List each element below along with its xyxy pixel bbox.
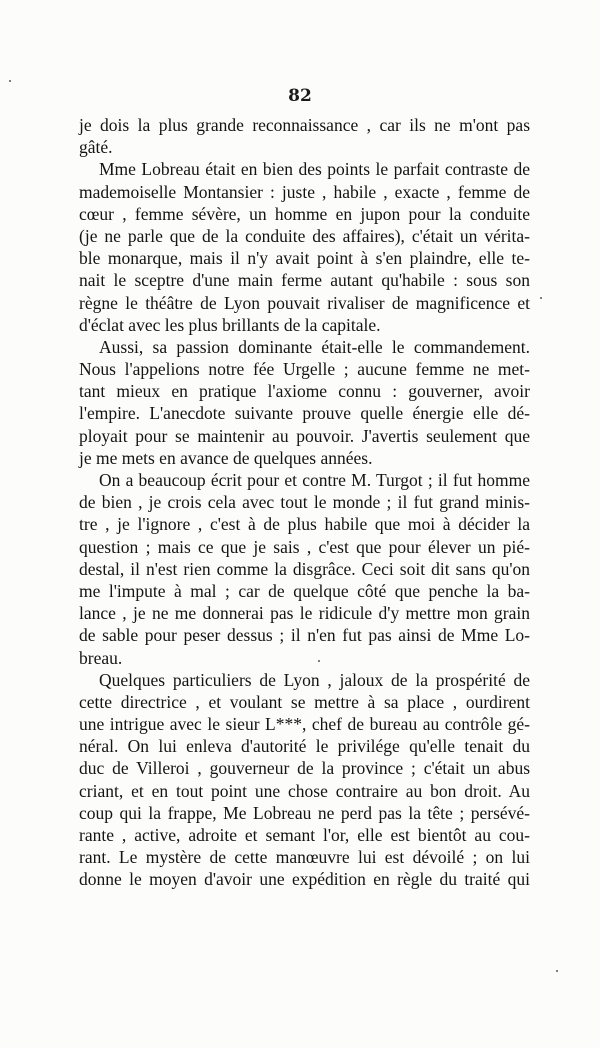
text-line: destal, il n'est rien comme la disgrâce. Ceci soit dit sans qu'on	[79, 558, 530, 579]
text-line: rante , active, adroite et semant l'or, elle est bientôt au cou-	[79, 825, 530, 845]
text-line: (je ne parle que de la conduite des affaires), c'était un vérita-	[79, 225, 530, 246]
text-line: une intrigue avec le sieur L***, chef de bureau au contrôle gé-	[79, 714, 530, 735]
text-line: je dois la plus grande reconnaissance , car ils ne m'ont pas	[79, 115, 530, 135]
paper-speck	[318, 660, 320, 662]
text-line: breau.	[79, 647, 123, 668]
text-line: Nous l'appelions notre fée Urgelle ; aucune femme ne met-	[79, 359, 530, 380]
paper-speck	[556, 970, 558, 972]
paragraph-start-line: On a beaucoup écrit pour et contre M. Turgot ; il fut homme	[99, 470, 530, 490]
text-line: criant, et en tout point une chose contraire au bon droit. Au	[79, 780, 530, 801]
text-line: donne le moyen d'avoir une expédition en règle du traité qui	[79, 869, 530, 890]
text-line: de bien , je crois cela avec tout le monde ; il fut grand minis-	[79, 492, 530, 513]
text-line: néral. On lui enleva d'autorité le privilége qu'elle tenait du	[79, 736, 530, 757]
text-line: rant. Le mystère de cette manœuvre lui est dévoilé ; on lui	[79, 847, 530, 868]
text-line: gâté.	[79, 137, 113, 158]
text-line: coup qui la frappe, Me Lobreau ne perd pas la tête ; persévé-	[79, 802, 530, 823]
paragraph-start-line: Mme Lobreau était en bien des points le parfait contraste de	[99, 159, 530, 180]
page-number: 82	[288, 86, 312, 106]
text-line: question ; mais ce que je sais , c'est que pour élever un pié-	[79, 536, 530, 557]
text-line: mademoiselle Montansier : juste , habile , exacte , femme de	[79, 181, 530, 202]
paper-speck	[9, 80, 11, 82]
text-line: duc de Villeroi , gouverneur de la province ; c'était un abus	[79, 758, 530, 779]
body-text	[79, 114, 530, 891]
paragraph-start-line: Quelques particuliers de Lyon , jaloux de la prospérité de	[99, 669, 530, 690]
text-line: tant mieux en pratique l'axiome connu : gouverner, avoir	[79, 381, 530, 402]
paper-speck	[540, 297, 542, 299]
text-line: nait le sceptre d'une main ferme autant qu'habile : sous son	[79, 270, 530, 291]
text-line: d'éclat avec les plus brillants de la capitale.	[79, 314, 381, 335]
text-line: je me mets en avance de quelques années.	[79, 447, 373, 468]
text-line: ployait pour se maintenir au pouvoir. J'avertis seulement que	[79, 425, 530, 446]
text-line: ble monarque, mais il n'y avait point à s'en plaindre, elle te-	[79, 248, 530, 269]
paragraph-start-line: Aussi, sa passion dominante était-elle le commandement.	[99, 336, 530, 357]
text-line: règne le théâtre de Lyon pouvait rivaliser de magnificence et	[79, 292, 530, 313]
text-line: me l'impute à mal ; car de quelque côté que penche la ba-	[79, 580, 530, 601]
text-line: de sable pour peser dessus ; il n'en fut pas ainsi de Mme Lo-	[79, 625, 530, 646]
text-line: tre , je l'ignore , c'est à de plus habile que moi à décider la	[79, 514, 530, 535]
text-line: l'empire. L'anecdote suivante prouve quelle énergie elle dé-	[79, 403, 530, 424]
text-line: cette directrice , et voulant se mettre à sa place , ourdirent	[79, 691, 530, 712]
text-line: lance , je ne me donnerai pas le ridicule d'y mettre mon grain	[79, 603, 530, 624]
text-line: cœur , femme sévère, un homme en jupon pour la conduite	[79, 203, 530, 224]
